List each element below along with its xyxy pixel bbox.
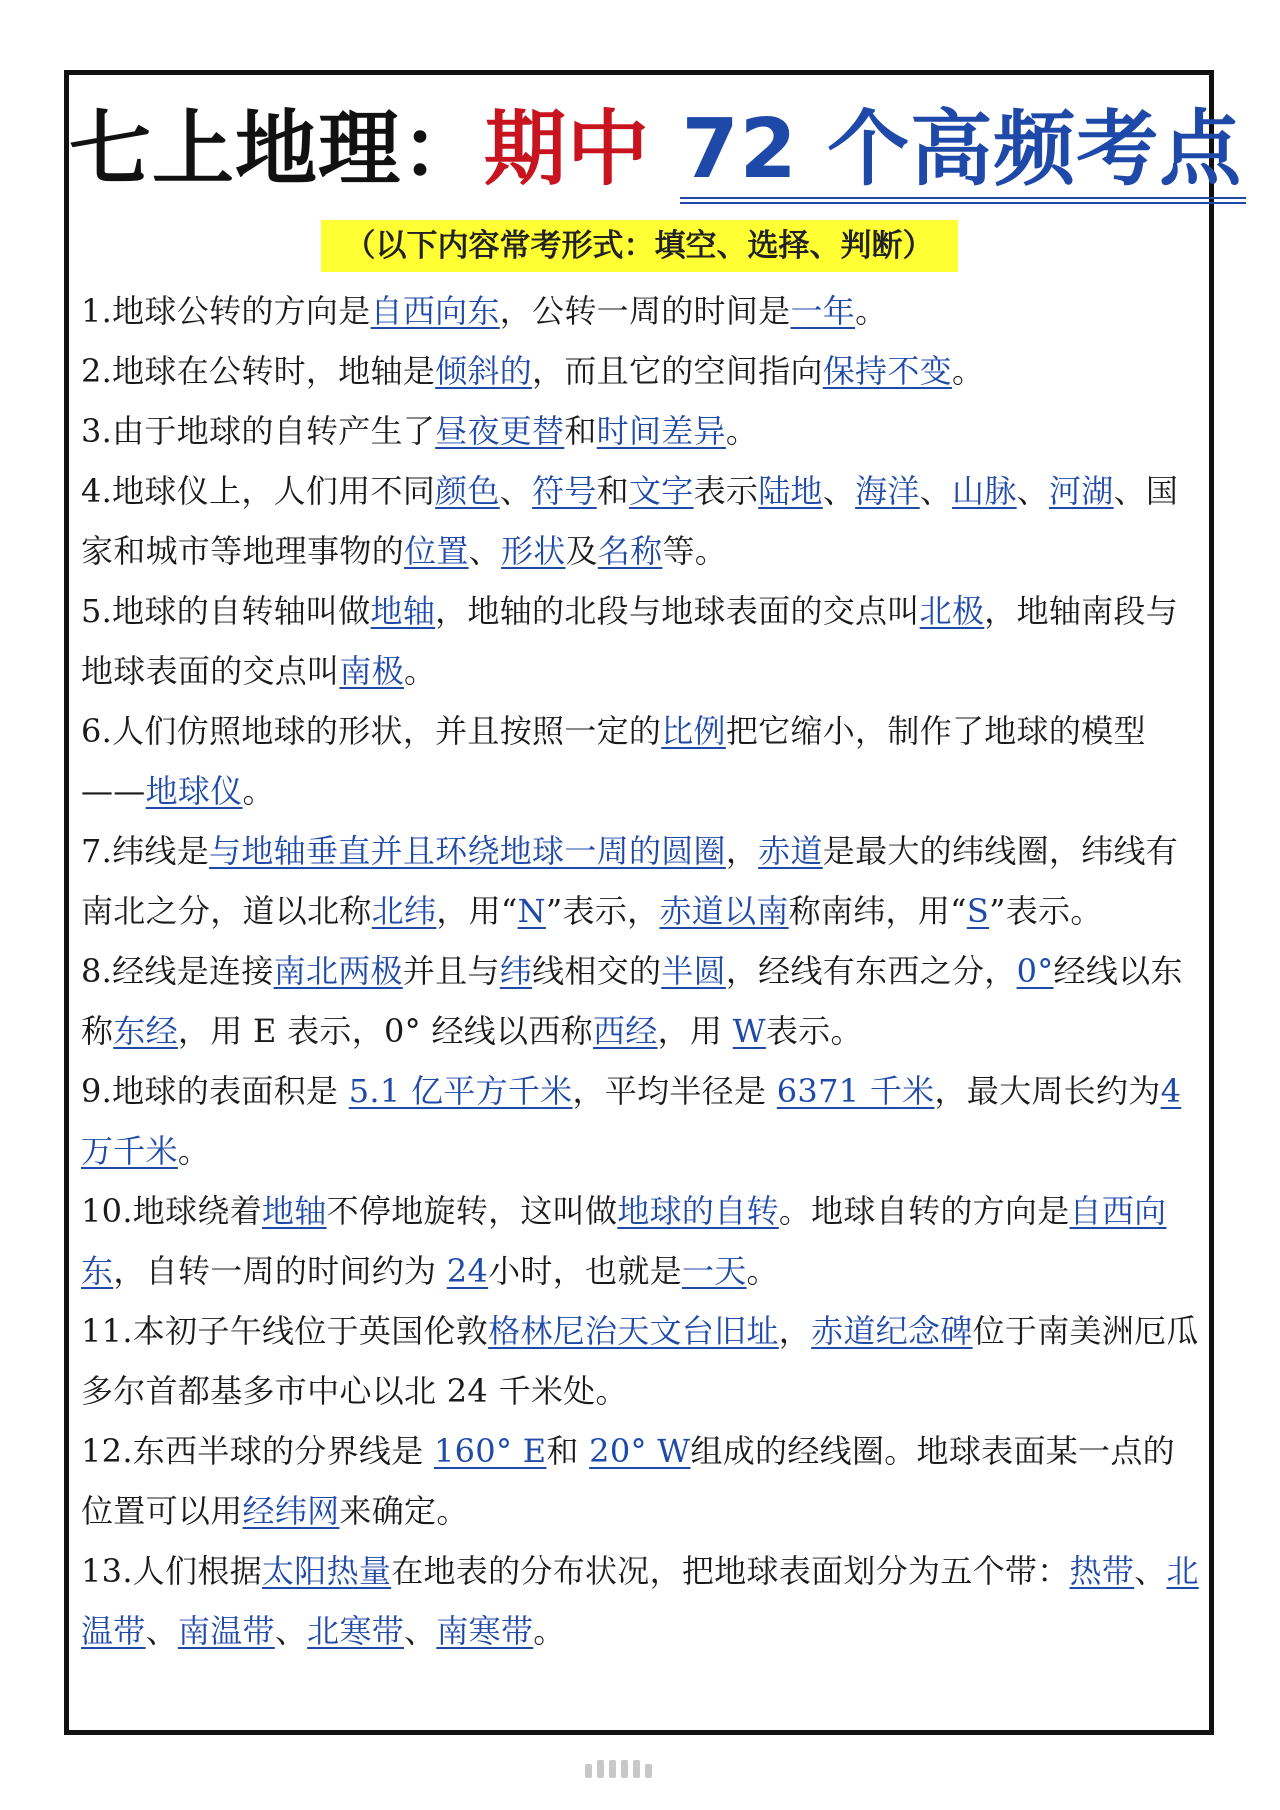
answer-text: 5.1 亿平方千米 xyxy=(348,1072,573,1110)
item-text: 组成的经线圈。地球表面某一点的位置可以用 xyxy=(81,1432,1175,1530)
item-text: 1.地球公转的方向是 xyxy=(81,292,371,330)
answer-text: 热带 xyxy=(1069,1552,1135,1590)
answer-text: 南北两极 xyxy=(273,952,403,990)
answer-text: 倾斜的 xyxy=(435,352,533,390)
item-text: 11.本初子午线位于英国伦敦 xyxy=(81,1312,489,1350)
item-text: ， xyxy=(725,832,759,870)
item-text: ， xyxy=(778,1312,812,1350)
item-text: 、 xyxy=(404,1612,437,1650)
answer-text: 南温带 xyxy=(177,1612,275,1650)
page-title xyxy=(69,95,1243,205)
answer-text: 一年 xyxy=(790,292,856,330)
answer-text: 地球仪 xyxy=(145,772,243,810)
item-text: 。 xyxy=(177,1132,211,1170)
bottom-grid-icon xyxy=(585,1760,652,1778)
list-item xyxy=(81,1421,1199,1541)
item-text: 、 xyxy=(499,472,533,510)
item-text: 及 xyxy=(565,532,598,570)
knowledge-list xyxy=(81,281,1199,1661)
answer-text: 形状 xyxy=(500,532,566,570)
answer-text: 格林尼治天文台旧址 xyxy=(488,1312,779,1350)
list-item xyxy=(81,581,1199,701)
item-text: 6.人们仿照地球的形状，并且按照一定的 xyxy=(81,712,662,750)
answer-text: 与地轴垂直并且环绕地球一周的圆圈 xyxy=(209,832,726,870)
answer-text: 经纬网 xyxy=(242,1492,340,1530)
item-text: 、 xyxy=(274,1612,308,1650)
item-text: ，地轴的北段与地球表面的交点叫 xyxy=(435,592,920,630)
item-text: ，最大周长约为 xyxy=(934,1072,1161,1110)
item-text: ”表示。 xyxy=(989,892,1103,930)
title-subject: 七上地理： xyxy=(69,102,485,197)
item-text: 4.地球仪上，人们用不同 xyxy=(81,472,436,510)
item-text: 、 xyxy=(1134,1552,1167,1590)
item-text: 在地表的分布状况，把地球表面划分为五个带： xyxy=(391,1552,1070,1590)
list-item xyxy=(81,941,1199,1061)
item-text: 5.地球的自转轴叫做 xyxy=(81,592,371,630)
item-text: 。 xyxy=(242,772,275,810)
answer-text: 昼夜更替 xyxy=(435,412,565,450)
list-item xyxy=(81,281,1199,341)
item-text: 和 xyxy=(546,1432,590,1470)
answer-text: 海洋 xyxy=(855,472,920,510)
item-text: 。 xyxy=(746,1252,779,1290)
list-item xyxy=(81,401,1199,461)
item-text: 是最大的纬线圈，纬线有南北之分，道以北称 xyxy=(81,832,1179,930)
answer-text: 地球的自转 xyxy=(617,1192,779,1230)
item-text: 称南纬，用“ xyxy=(788,892,967,930)
item-text: 并且与 xyxy=(402,952,500,990)
item-text: 等。 xyxy=(662,532,728,570)
answer-text: 北温带 xyxy=(81,1552,1199,1650)
answer-text: 北寒带 xyxy=(307,1612,405,1650)
item-text: 来确定。 xyxy=(339,1492,469,1530)
answer-text: 陆地 xyxy=(758,472,823,510)
item-text: 8.经线是连接 xyxy=(81,952,274,990)
item-text: 位于南美洲厄瓜多尔首都基多市中心以北 24 千米处。 xyxy=(81,1312,1199,1410)
item-text: 表示。 xyxy=(765,1012,863,1050)
answer-text: 颜色 xyxy=(435,472,500,510)
item-text: 不停地旋转，这叫做 xyxy=(326,1192,618,1230)
answer-text: 20° W xyxy=(589,1432,691,1470)
answer-text: 赤道以南 xyxy=(659,892,789,930)
item-text: 10.地球绕着 xyxy=(81,1192,262,1230)
format-banner: （以下内容常考形式：填空、选择、判断） xyxy=(321,220,958,272)
answer-text: 0° xyxy=(1016,952,1054,990)
answer-text: 一天 xyxy=(681,1252,747,1290)
list-item xyxy=(81,1181,1199,1301)
answer-text: 时间差异 xyxy=(596,412,726,450)
answer-text: 半圆 xyxy=(661,952,726,990)
answer-text: 河湖 xyxy=(1048,472,1114,510)
answer-text: 赤道纪念碑 xyxy=(811,1312,973,1350)
answer-text: 保持不变 xyxy=(822,352,952,390)
answer-text: W xyxy=(732,1012,766,1050)
item-text: 7.纬线是 xyxy=(81,832,210,870)
answer-text: 比例 xyxy=(661,712,726,750)
answer-text: 名称 xyxy=(597,532,663,570)
answer-text: 文字 xyxy=(628,472,694,510)
item-text: ，经线有东西之分， xyxy=(725,952,1017,990)
item-text: 13.人们根据 xyxy=(81,1552,262,1590)
answer-text: 南极 xyxy=(339,652,405,690)
item-text: ，用“ xyxy=(436,892,518,930)
item-text: 。 xyxy=(951,352,985,390)
answer-text: 位置 xyxy=(404,532,469,570)
answer-text: 北纬 xyxy=(371,892,437,930)
item-text: 、 xyxy=(822,472,856,510)
item-text: 和 xyxy=(596,472,629,510)
item-text: ，用 E 表示，0° 经线以西称 xyxy=(177,1012,593,1050)
list-item xyxy=(81,461,1199,581)
page-frame xyxy=(64,70,1243,1735)
answer-text: 赤道 xyxy=(758,832,823,870)
item-text: 经线以东称 xyxy=(81,952,1183,1050)
item-text: ，地轴南段与地球表面的交点叫 xyxy=(81,592,1179,690)
answer-text: 4 万千米 xyxy=(81,1072,1182,1170)
list-item xyxy=(81,821,1199,941)
answer-text: 太阳热量 xyxy=(262,1552,392,1590)
list-item xyxy=(81,1061,1199,1181)
list-item xyxy=(81,1301,1199,1421)
item-text: 把它缩小，制作了地球的模型—— xyxy=(81,712,1146,810)
item-text: 。地球自转的方向是 xyxy=(778,1192,1070,1230)
answer-text: 山脉 xyxy=(952,472,1017,510)
item-text: 。 xyxy=(855,292,888,330)
item-text: 。 xyxy=(725,412,759,450)
item-text: 和 xyxy=(564,412,597,450)
answer-text: 地轴 xyxy=(370,592,436,630)
item-text: 2.地球在公转时，地轴是 xyxy=(81,352,436,390)
answer-text: 24 xyxy=(446,1252,489,1290)
answer-text: 自西向东 xyxy=(370,292,500,330)
item-text: 。 xyxy=(404,652,437,690)
item-text: 3.由于地球的自转产生了 xyxy=(81,412,436,450)
item-text: ，用 xyxy=(657,1012,733,1050)
answer-text: 6371 千米 xyxy=(776,1072,935,1110)
answer-text: S xyxy=(966,892,990,930)
item-text: 线相交的 xyxy=(532,952,662,990)
title-count: 72 个高频考点 xyxy=(680,102,1247,204)
item-text: 。 xyxy=(533,1612,566,1650)
answer-text: 160° E xyxy=(433,1432,547,1470)
answer-text: 符号 xyxy=(532,472,597,510)
item-text: ”表示， xyxy=(545,892,660,930)
title-exam: 期中 xyxy=(484,102,651,197)
item-text: ，自转一周的时间约为 xyxy=(113,1252,447,1290)
answer-text: N xyxy=(517,892,546,930)
answer-text: 自西向东 xyxy=(81,1192,1167,1290)
item-text: 表示 xyxy=(693,472,759,510)
item-text: ，公转一周的时间是 xyxy=(499,292,791,330)
list-item xyxy=(81,701,1199,821)
item-text: ，而且它的空间指向 xyxy=(532,352,823,390)
answer-text: 纬 xyxy=(499,952,533,990)
item-text: 、 xyxy=(919,472,953,510)
item-text: 、 xyxy=(1016,472,1049,510)
item-text: 、 xyxy=(145,1612,178,1650)
answer-text: 地轴 xyxy=(262,1192,327,1230)
item-text: 、国家和城市等地理事物的 xyxy=(81,472,1179,570)
list-item xyxy=(81,341,1199,401)
item-text: 、 xyxy=(468,532,501,570)
item-text: 12.东西半球的分界线是 xyxy=(81,1432,434,1470)
item-text: 小时，也就是 xyxy=(488,1252,682,1290)
item-text: ，平均半径是 xyxy=(572,1072,777,1110)
item-text: 9.地球的表面积是 xyxy=(81,1072,349,1110)
answer-text: 东经 xyxy=(113,1012,178,1050)
answer-text: 南寒带 xyxy=(436,1612,534,1650)
answer-text: 西经 xyxy=(592,1012,658,1050)
list-item xyxy=(81,1541,1199,1661)
answer-text: 北极 xyxy=(919,592,985,630)
